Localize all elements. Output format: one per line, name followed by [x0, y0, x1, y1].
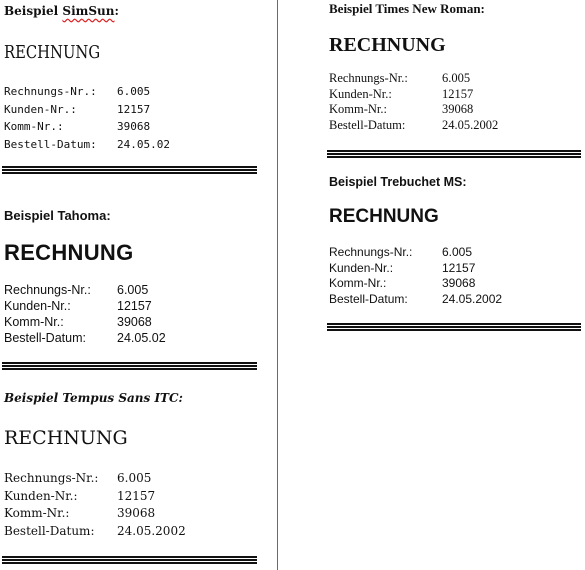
row-rechnungs-nr [4, 83, 151, 101]
row-label: Kunden-Nr.: [329, 86, 392, 101]
row-value: 39068 [117, 506, 156, 520]
section-tahoma [4, 208, 259, 345]
row-value: 24.05.02 [117, 137, 170, 151]
row-rechnungs-nr [329, 245, 473, 261]
section-heading: Beispiel Tempus Sans ITC: [4, 391, 183, 405]
row-label: Komm-Nr.: [329, 102, 387, 116]
row-value: 12157 [442, 86, 474, 101]
row-label: Rechnungs-Nr.: [329, 245, 413, 259]
row-label: Komm-Nr.: [4, 315, 64, 329]
row-komm-nr [4, 314, 152, 330]
row-kunden-nr [4, 298, 152, 314]
row-label: Kunden-Nr.: [329, 260, 394, 275]
row-value: 12157 [117, 102, 151, 116]
section-heading: Beispiel Tahoma: [4, 208, 111, 223]
row-value: 12157 [117, 488, 156, 503]
row-bestell-datum [329, 291, 503, 308]
section-trebuchet-ms [329, 175, 581, 306]
invoice-title: RECHNUNG [329, 34, 446, 56]
row-label: Kunden-Nr.: [4, 488, 78, 503]
row-label: Bestell-Datum: [4, 523, 95, 538]
row-komm-nr [4, 118, 151, 136]
row-label: Kunden-Nr.: [4, 102, 77, 116]
row-label: Rechnungs-Nr.: [4, 283, 91, 297]
row-value: 6.005 [117, 471, 152, 485]
row-rechnungs-nr [4, 282, 149, 298]
row-label: Komm-Nr.: [4, 120, 64, 133]
row-rechnungs-nr [4, 470, 152, 488]
row-label: Bestell-Datum: [4, 137, 97, 151]
row-bestell-datum [4, 523, 186, 541]
section-times-new-roman [329, 1, 581, 132]
section-heading [4, 4, 259, 18]
row-value: 6.005 [117, 85, 151, 98]
row-value: 39068 [117, 315, 152, 329]
row-label: Bestell-Datum: [329, 117, 406, 132]
row-kunden-nr [329, 260, 476, 277]
row-value: 6.005 [442, 245, 473, 259]
row-label: Bestell-Datum: [4, 331, 86, 345]
row-rechnungs-nr [329, 71, 471, 87]
triple-rule [2, 166, 257, 174]
section-heading: Beispiel Times New Roman: [329, 1, 485, 16]
invoice-title: RECHNUNG [4, 240, 134, 265]
row-bestell-datum [4, 330, 166, 346]
section-heading: Beispiel Trebuchet MS: [329, 175, 467, 189]
row-value: 6.005 [442, 71, 471, 85]
row-label: Rechnungs-Nr.: [4, 85, 97, 98]
row-label: Rechnungs-Nr.: [329, 71, 408, 85]
row-komm-nr [329, 276, 476, 292]
row-label: Kunden-Nr.: [4, 299, 71, 313]
invoice-title: RECHNUNG [4, 427, 128, 449]
row-bestell-datum [329, 117, 499, 134]
row-komm-nr [4, 505, 156, 523]
row-kunden-nr [4, 101, 151, 119]
section-simsun [4, 4, 259, 151]
heading-suffix: : [114, 4, 119, 18]
row-value: 24.05.2002 [117, 523, 186, 538]
row-bestell-datum [4, 136, 170, 154]
row-label: Bestell-Datum: [329, 291, 408, 306]
row-value: 39068 [117, 120, 151, 133]
row-komm-nr [329, 102, 474, 118]
row-value: 39068 [442, 276, 476, 290]
row-value: 6.005 [117, 283, 149, 297]
row-kunden-nr [329, 86, 474, 103]
row-label: Komm-Nr.: [329, 276, 387, 290]
column-divider [277, 0, 278, 570]
row-value: 24.05.2002 [442, 117, 499, 132]
row-label: Komm-Nr.: [4, 506, 70, 520]
row-label: Rechnungs-Nr.: [4, 471, 99, 485]
row-value: 39068 [442, 102, 474, 116]
heading-font-name: SimSun [62, 4, 115, 18]
row-value: 12157 [442, 260, 476, 275]
row-value: 24.05.2002 [442, 291, 503, 306]
row-kunden-nr [4, 488, 156, 506]
invoice-title: RECHNUNG [329, 206, 439, 227]
triple-rule [327, 150, 581, 158]
invoice-title: RECHNUNG [4, 42, 101, 63]
section-tempus-sans [4, 391, 259, 538]
heading-prefix: Beispiel [4, 4, 63, 18]
triple-rule [327, 323, 581, 331]
triple-rule [2, 362, 257, 370]
row-value: 12157 [117, 299, 152, 313]
row-value: 24.05.02 [117, 331, 166, 345]
triple-rule [2, 556, 257, 564]
